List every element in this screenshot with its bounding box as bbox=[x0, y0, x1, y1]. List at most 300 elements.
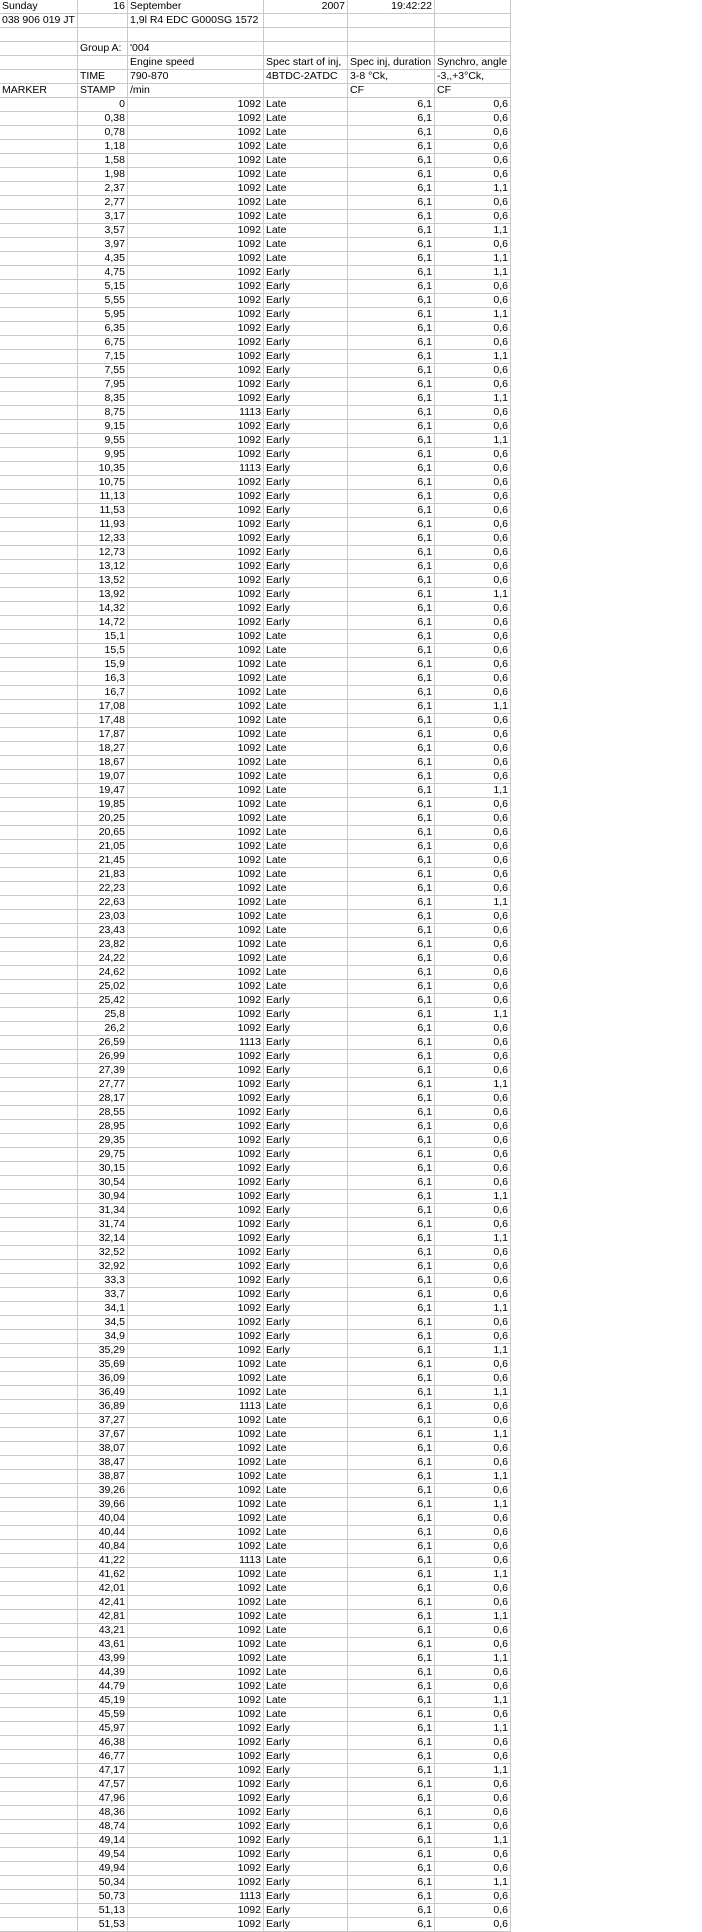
cell[interactable]: Late bbox=[263, 686, 347, 700]
cell[interactable]: 13,12 bbox=[77, 560, 127, 574]
cell[interactable]: Early bbox=[263, 1344, 347, 1358]
cell[interactable]: 6,1 bbox=[347, 1218, 434, 1232]
cell[interactable]: 6,1 bbox=[347, 812, 434, 826]
cell[interactable]: 6,1 bbox=[347, 588, 434, 602]
cell[interactable]: 13,92 bbox=[77, 588, 127, 602]
cell[interactable]: 1113 bbox=[127, 1554, 263, 1568]
cell[interactable]: 19,47 bbox=[77, 784, 127, 798]
cell[interactable]: 0,6 bbox=[434, 980, 510, 994]
cell[interactable]: 29,75 bbox=[77, 1148, 127, 1162]
cell[interactable]: 6,1 bbox=[347, 798, 434, 812]
cell[interactable]: 1092 bbox=[127, 1568, 263, 1582]
cell[interactable]: 1092 bbox=[127, 1372, 263, 1386]
cell[interactable]: 40,84 bbox=[77, 1540, 127, 1554]
cell[interactable]: 6,35 bbox=[77, 322, 127, 336]
cell[interactable] bbox=[0, 476, 77, 490]
cell[interactable]: 15,5 bbox=[77, 644, 127, 658]
cell[interactable]: 0,6 bbox=[434, 658, 510, 672]
cell[interactable]: 2,77 bbox=[77, 196, 127, 210]
cell[interactable]: 0,6 bbox=[434, 1750, 510, 1764]
cell[interactable]: 1092 bbox=[127, 770, 263, 784]
cell[interactable]: 4,75 bbox=[77, 266, 127, 280]
cell[interactable]: 6,1 bbox=[347, 1148, 434, 1162]
cell[interactable]: 0,6 bbox=[434, 1554, 510, 1568]
cell[interactable]: 1092 bbox=[127, 1596, 263, 1610]
cell[interactable]: 6,1 bbox=[347, 336, 434, 350]
cell[interactable]: Late bbox=[263, 1386, 347, 1400]
cell[interactable]: 21,83 bbox=[77, 868, 127, 882]
cell[interactable] bbox=[0, 126, 77, 140]
cell[interactable]: 0,6 bbox=[434, 574, 510, 588]
cell[interactable]: 0,6 bbox=[434, 546, 510, 560]
cell[interactable] bbox=[0, 504, 77, 518]
cell[interactable]: 50,34 bbox=[77, 1876, 127, 1890]
cell[interactable] bbox=[0, 1848, 77, 1862]
cell[interactable] bbox=[0, 532, 77, 546]
cell[interactable] bbox=[0, 1106, 77, 1120]
cell[interactable] bbox=[0, 294, 77, 308]
cell[interactable]: Late bbox=[263, 700, 347, 714]
cell[interactable]: 6,1 bbox=[347, 910, 434, 924]
cell[interactable]: 17,87 bbox=[77, 728, 127, 742]
cell[interactable]: 35,69 bbox=[77, 1358, 127, 1372]
cell[interactable]: 1092 bbox=[127, 1540, 263, 1554]
cell[interactable] bbox=[0, 742, 77, 756]
cell[interactable]: Late bbox=[263, 756, 347, 770]
cell[interactable] bbox=[0, 1694, 77, 1708]
cell[interactable]: 6,1 bbox=[347, 700, 434, 714]
cell[interactable]: 33,3 bbox=[77, 1274, 127, 1288]
cell[interactable]: 0,6 bbox=[434, 882, 510, 896]
cell[interactable]: 47,96 bbox=[77, 1792, 127, 1806]
cell[interactable]: 6,1 bbox=[347, 658, 434, 672]
cell[interactable]: 1092 bbox=[127, 1162, 263, 1176]
cell[interactable]: 1092 bbox=[127, 252, 263, 266]
cell[interactable] bbox=[0, 1428, 77, 1442]
cell[interactable]: 0,6 bbox=[434, 686, 510, 700]
cell[interactable]: 1092 bbox=[127, 560, 263, 574]
cell[interactable]: 1092 bbox=[127, 280, 263, 294]
cell[interactable]: Late bbox=[263, 826, 347, 840]
cell[interactable]: Early bbox=[263, 602, 347, 616]
cell[interactable] bbox=[0, 420, 77, 434]
cell[interactable]: 0,6 bbox=[434, 1820, 510, 1834]
cell[interactable]: 5,95 bbox=[77, 308, 127, 322]
cell[interactable]: 0,6 bbox=[434, 504, 510, 518]
cell[interactable]: 790-870 bbox=[127, 70, 263, 84]
cell[interactable]: 6,1 bbox=[347, 182, 434, 196]
cell[interactable]: 16 bbox=[77, 0, 127, 14]
cell[interactable] bbox=[0, 1904, 77, 1918]
cell[interactable]: 6,1 bbox=[347, 210, 434, 224]
cell[interactable] bbox=[0, 1666, 77, 1680]
cell[interactable] bbox=[0, 728, 77, 742]
cell[interactable]: 32,92 bbox=[77, 1260, 127, 1274]
cell[interactable]: 1092 bbox=[127, 1652, 263, 1666]
cell[interactable]: 1092 bbox=[127, 644, 263, 658]
cell[interactable] bbox=[0, 1190, 77, 1204]
cell[interactable]: 0,6 bbox=[434, 868, 510, 882]
cell[interactable]: 6,1 bbox=[347, 1428, 434, 1442]
cell[interactable] bbox=[0, 700, 77, 714]
cell[interactable]: 1092 bbox=[127, 1834, 263, 1848]
cell[interactable]: 1092 bbox=[127, 784, 263, 798]
cell[interactable]: 1092 bbox=[127, 1358, 263, 1372]
cell[interactable]: Early bbox=[263, 1260, 347, 1274]
cell[interactable]: 23,03 bbox=[77, 910, 127, 924]
cell[interactable]: 0,6 bbox=[434, 1666, 510, 1680]
cell[interactable]: Early bbox=[263, 518, 347, 532]
cell[interactable]: CF bbox=[434, 84, 510, 98]
cell[interactable]: Early bbox=[263, 392, 347, 406]
cell[interactable]: 6,1 bbox=[347, 490, 434, 504]
cell[interactable]: 43,21 bbox=[77, 1624, 127, 1638]
cell[interactable] bbox=[0, 1456, 77, 1470]
cell[interactable]: 1,1 bbox=[434, 1344, 510, 1358]
cell[interactable]: 6,1 bbox=[347, 1540, 434, 1554]
cell[interactable]: Late bbox=[263, 112, 347, 126]
cell[interactable] bbox=[0, 1596, 77, 1610]
cell[interactable] bbox=[0, 1134, 77, 1148]
cell[interactable]: 1092 bbox=[127, 1386, 263, 1400]
cell[interactable]: 1092 bbox=[127, 1428, 263, 1442]
cell[interactable] bbox=[0, 1302, 77, 1316]
cell[interactable]: 6,1 bbox=[347, 868, 434, 882]
cell[interactable]: Early bbox=[263, 322, 347, 336]
cell[interactable]: 6,1 bbox=[347, 1456, 434, 1470]
cell[interactable]: Late bbox=[263, 798, 347, 812]
cell[interactable] bbox=[0, 1638, 77, 1652]
cell[interactable]: 1092 bbox=[127, 196, 263, 210]
cell[interactable]: Early bbox=[263, 280, 347, 294]
cell[interactable]: 16,3 bbox=[77, 672, 127, 686]
cell[interactable]: Late bbox=[263, 1568, 347, 1582]
cell[interactable] bbox=[0, 1064, 77, 1078]
cell[interactable]: 0,6 bbox=[434, 826, 510, 840]
cell[interactable]: Early bbox=[263, 448, 347, 462]
cell[interactable] bbox=[0, 364, 77, 378]
cell[interactable]: 0,6 bbox=[434, 1204, 510, 1218]
cell[interactable] bbox=[0, 1862, 77, 1876]
cell[interactable]: 0,6 bbox=[434, 560, 510, 574]
cell[interactable] bbox=[0, 938, 77, 952]
cell[interactable]: 0,6 bbox=[434, 952, 510, 966]
cell[interactable] bbox=[0, 1652, 77, 1666]
cell[interactable]: Late bbox=[263, 882, 347, 896]
cell[interactable]: 1092 bbox=[127, 672, 263, 686]
cell[interactable] bbox=[0, 1372, 77, 1386]
cell[interactable]: 0,6 bbox=[434, 1246, 510, 1260]
cell[interactable]: 0,6 bbox=[434, 420, 510, 434]
cell[interactable]: 25,8 bbox=[77, 1008, 127, 1022]
cell[interactable]: 0,6 bbox=[434, 406, 510, 420]
cell[interactable]: MARKER bbox=[0, 84, 77, 98]
cell[interactable] bbox=[263, 84, 347, 98]
cell[interactable]: 5,55 bbox=[77, 294, 127, 308]
cell[interactable]: 1,1 bbox=[434, 1610, 510, 1624]
cell[interactable]: 1,1 bbox=[434, 896, 510, 910]
cell[interactable] bbox=[0, 1624, 77, 1638]
cell[interactable]: 8,75 bbox=[77, 406, 127, 420]
cell[interactable]: 6,1 bbox=[347, 1624, 434, 1638]
cell[interactable]: 1092 bbox=[127, 140, 263, 154]
cell[interactable]: 16,7 bbox=[77, 686, 127, 700]
cell[interactable]: 0,6 bbox=[434, 1456, 510, 1470]
cell[interactable]: 1092 bbox=[127, 1106, 263, 1120]
cell[interactable]: Sunday bbox=[0, 0, 77, 14]
cell[interactable]: 1,1 bbox=[434, 1386, 510, 1400]
cell[interactable]: Engine speed bbox=[127, 56, 263, 70]
cell[interactable]: 1092 bbox=[127, 1218, 263, 1232]
cell[interactable]: 6,1 bbox=[347, 602, 434, 616]
cell[interactable] bbox=[0, 1498, 77, 1512]
cell[interactable]: 6,1 bbox=[347, 574, 434, 588]
cell[interactable]: 1,1 bbox=[434, 224, 510, 238]
cell[interactable]: 49,54 bbox=[77, 1848, 127, 1862]
cell[interactable]: 0,6 bbox=[434, 462, 510, 476]
cell[interactable]: 1092 bbox=[127, 812, 263, 826]
cell[interactable]: Late bbox=[263, 1484, 347, 1498]
cell[interactable]: 1,1 bbox=[434, 252, 510, 266]
cell[interactable]: Late bbox=[263, 1400, 347, 1414]
cell[interactable]: 0,6 bbox=[434, 280, 510, 294]
cell[interactable]: 1092 bbox=[127, 168, 263, 182]
cell[interactable] bbox=[0, 182, 77, 196]
cell[interactable]: 0,6 bbox=[434, 728, 510, 742]
cell[interactable]: Late bbox=[263, 1456, 347, 1470]
cell[interactable]: 1092 bbox=[127, 1204, 263, 1218]
cell[interactable] bbox=[347, 28, 434, 42]
cell[interactable]: 0,6 bbox=[434, 1862, 510, 1876]
cell[interactable]: 1092 bbox=[127, 1610, 263, 1624]
cell[interactable]: Late bbox=[263, 1470, 347, 1484]
cell[interactable]: 0,6 bbox=[434, 1148, 510, 1162]
cell[interactable]: 1092 bbox=[127, 798, 263, 812]
cell[interactable] bbox=[0, 1204, 77, 1218]
cell[interactable]: 1092 bbox=[127, 532, 263, 546]
cell[interactable]: Early bbox=[263, 1092, 347, 1106]
cell[interactable]: 0,6 bbox=[434, 1092, 510, 1106]
cell[interactable]: Early bbox=[263, 532, 347, 546]
cell[interactable]: 0,6 bbox=[434, 364, 510, 378]
cell[interactable]: 1,1 bbox=[434, 1428, 510, 1442]
cell[interactable] bbox=[0, 210, 77, 224]
cell[interactable]: 1,1 bbox=[434, 1764, 510, 1778]
cell[interactable]: -3,,+3°Ck, bbox=[434, 70, 510, 84]
cell[interactable]: 1092 bbox=[127, 1484, 263, 1498]
cell[interactable]: 6,1 bbox=[347, 924, 434, 938]
cell[interactable]: 6,1 bbox=[347, 728, 434, 742]
cell[interactable]: 6,1 bbox=[347, 1316, 434, 1330]
cell[interactable]: 1,1 bbox=[434, 1078, 510, 1092]
cell[interactable] bbox=[0, 1274, 77, 1288]
cell[interactable]: 1,1 bbox=[434, 1008, 510, 1022]
cell[interactable]: Early bbox=[263, 994, 347, 1008]
cell[interactable]: 0,6 bbox=[434, 1624, 510, 1638]
cell[interactable]: Early bbox=[263, 1120, 347, 1134]
cell[interactable]: 1092 bbox=[127, 1274, 263, 1288]
cell[interactable]: 44,39 bbox=[77, 1666, 127, 1680]
cell[interactable]: 6,1 bbox=[347, 1386, 434, 1400]
cell[interactable]: 0,6 bbox=[434, 126, 510, 140]
cell[interactable]: 1092 bbox=[127, 364, 263, 378]
cell[interactable] bbox=[0, 1806, 77, 1820]
cell[interactable]: 6,1 bbox=[347, 1904, 434, 1918]
cell[interactable]: 1,1 bbox=[434, 784, 510, 798]
cell[interactable]: Early bbox=[263, 1106, 347, 1120]
cell[interactable] bbox=[0, 1778, 77, 1792]
cell[interactable]: 6,1 bbox=[347, 896, 434, 910]
cell[interactable]: 1,1 bbox=[434, 1876, 510, 1890]
cell[interactable]: 1092 bbox=[127, 1120, 263, 1134]
cell[interactable]: 3-8 °Ck, bbox=[347, 70, 434, 84]
cell[interactable]: 6,1 bbox=[347, 1498, 434, 1512]
cell[interactable]: 1092 bbox=[127, 294, 263, 308]
cell[interactable]: 41,62 bbox=[77, 1568, 127, 1582]
cell[interactable]: 0,6 bbox=[434, 1484, 510, 1498]
cell[interactable]: 6,1 bbox=[347, 616, 434, 630]
cell[interactable] bbox=[0, 994, 77, 1008]
cell[interactable]: 1092 bbox=[127, 854, 263, 868]
cell[interactable] bbox=[0, 784, 77, 798]
cell[interactable]: Late bbox=[263, 168, 347, 182]
cell[interactable]: 1092 bbox=[127, 476, 263, 490]
cell[interactable]: 36,09 bbox=[77, 1372, 127, 1386]
cell[interactable]: 1092 bbox=[127, 98, 263, 112]
cell[interactable] bbox=[434, 0, 510, 14]
cell[interactable]: Early bbox=[263, 1050, 347, 1064]
cell[interactable]: 48,74 bbox=[77, 1820, 127, 1834]
cell[interactable]: 0,6 bbox=[434, 1288, 510, 1302]
cell[interactable]: Early bbox=[263, 560, 347, 574]
cell[interactable]: 6,1 bbox=[347, 980, 434, 994]
cell[interactable] bbox=[0, 1736, 77, 1750]
cell[interactable]: Late bbox=[263, 980, 347, 994]
cell[interactable]: Late bbox=[263, 1582, 347, 1596]
cell[interactable] bbox=[0, 1008, 77, 1022]
cell[interactable]: 6,1 bbox=[347, 1806, 434, 1820]
cell[interactable]: 6,1 bbox=[347, 280, 434, 294]
cell[interactable]: 1092 bbox=[127, 910, 263, 924]
cell[interactable] bbox=[0, 980, 77, 994]
cell[interactable]: 0,6 bbox=[434, 1260, 510, 1274]
cell[interactable] bbox=[0, 574, 77, 588]
cell[interactable]: Early bbox=[263, 1218, 347, 1232]
cell[interactable]: 1092 bbox=[127, 1288, 263, 1302]
cell[interactable]: 1092 bbox=[127, 1806, 263, 1820]
cell[interactable]: 1,1 bbox=[434, 588, 510, 602]
cell[interactable]: 6,1 bbox=[347, 1750, 434, 1764]
cell[interactable]: 38,07 bbox=[77, 1442, 127, 1456]
cell[interactable]: 34,1 bbox=[77, 1302, 127, 1316]
cell[interactable]: 12,73 bbox=[77, 546, 127, 560]
cell[interactable]: 6,1 bbox=[347, 1862, 434, 1876]
cell[interactable] bbox=[0, 658, 77, 672]
cell[interactable]: 6,1 bbox=[347, 1890, 434, 1904]
cell[interactable]: Spec inj, duration bbox=[347, 56, 434, 70]
cell[interactable]: 1092 bbox=[127, 602, 263, 616]
cell[interactable]: Early bbox=[263, 1876, 347, 1890]
cell[interactable]: 6,1 bbox=[347, 140, 434, 154]
cell[interactable]: 6,1 bbox=[347, 1554, 434, 1568]
cell[interactable]: 1092 bbox=[127, 1302, 263, 1316]
cell[interactable]: 0,6 bbox=[434, 1792, 510, 1806]
cell[interactable]: 1092 bbox=[127, 756, 263, 770]
cell[interactable]: 6,1 bbox=[347, 1652, 434, 1666]
cell[interactable]: Early bbox=[263, 1862, 347, 1876]
cell[interactable]: 1092 bbox=[127, 1414, 263, 1428]
cell[interactable]: Late bbox=[263, 910, 347, 924]
cell[interactable]: 9,95 bbox=[77, 448, 127, 462]
cell[interactable] bbox=[263, 14, 347, 28]
cell[interactable]: 0,6 bbox=[434, 476, 510, 490]
cell[interactable]: 1092 bbox=[127, 1918, 263, 1932]
cell[interactable]: 19,85 bbox=[77, 798, 127, 812]
cell[interactable]: 15,1 bbox=[77, 630, 127, 644]
cell[interactable]: 28,55 bbox=[77, 1106, 127, 1120]
cell[interactable]: 1092 bbox=[127, 518, 263, 532]
cell[interactable]: 26,59 bbox=[77, 1036, 127, 1050]
cell[interactable]: 6,1 bbox=[347, 476, 434, 490]
cell[interactable]: 40,04 bbox=[77, 1512, 127, 1526]
cell[interactable]: 0,6 bbox=[434, 1778, 510, 1792]
cell[interactable]: 6,1 bbox=[347, 1358, 434, 1372]
cell[interactable]: 1,58 bbox=[77, 154, 127, 168]
cell[interactable] bbox=[0, 1484, 77, 1498]
cell[interactable]: 1092 bbox=[127, 1764, 263, 1778]
cell[interactable]: 1113 bbox=[127, 406, 263, 420]
cell[interactable]: 0,6 bbox=[434, 1106, 510, 1120]
cell[interactable]: Early bbox=[263, 266, 347, 280]
cell[interactable]: Late bbox=[263, 224, 347, 238]
cell[interactable]: 1,1 bbox=[434, 308, 510, 322]
cell[interactable] bbox=[0, 588, 77, 602]
cell[interactable]: 1092 bbox=[127, 630, 263, 644]
cell[interactable]: Late bbox=[263, 98, 347, 112]
cell[interactable]: 0,6 bbox=[434, 1442, 510, 1456]
cell[interactable] bbox=[0, 798, 77, 812]
cell[interactable]: Late bbox=[263, 1498, 347, 1512]
cell[interactable]: 6,1 bbox=[347, 448, 434, 462]
cell[interactable]: Early bbox=[263, 1078, 347, 1092]
cell[interactable]: 1113 bbox=[127, 1400, 263, 1414]
cell[interactable]: 1092 bbox=[127, 616, 263, 630]
cell[interactable]: 1092 bbox=[127, 1232, 263, 1246]
cell[interactable]: 0,6 bbox=[434, 1904, 510, 1918]
cell[interactable]: 42,81 bbox=[77, 1610, 127, 1624]
cell[interactable]: 1092 bbox=[127, 1722, 263, 1736]
cell[interactable] bbox=[0, 140, 77, 154]
cell[interactable]: Early bbox=[263, 1064, 347, 1078]
cell[interactable]: 1092 bbox=[127, 574, 263, 588]
cell[interactable]: 6,1 bbox=[347, 1064, 434, 1078]
cell[interactable]: 1,1 bbox=[434, 1722, 510, 1736]
cell[interactable]: Early bbox=[263, 1204, 347, 1218]
cell[interactable] bbox=[0, 1442, 77, 1456]
cell[interactable]: 1092 bbox=[127, 1022, 263, 1036]
cell[interactable]: September bbox=[127, 0, 263, 14]
cell[interactable] bbox=[0, 1148, 77, 1162]
cell[interactable] bbox=[0, 1386, 77, 1400]
cell[interactable]: 18,27 bbox=[77, 742, 127, 756]
cell[interactable]: Early bbox=[263, 1834, 347, 1848]
cell[interactable]: 6,1 bbox=[347, 1120, 434, 1134]
cell[interactable]: Late bbox=[263, 854, 347, 868]
cell[interactable]: 6,1 bbox=[347, 784, 434, 798]
cell[interactable]: 6,1 bbox=[347, 1876, 434, 1890]
cell[interactable]: 0,6 bbox=[434, 1400, 510, 1414]
cell[interactable]: 1092 bbox=[127, 420, 263, 434]
